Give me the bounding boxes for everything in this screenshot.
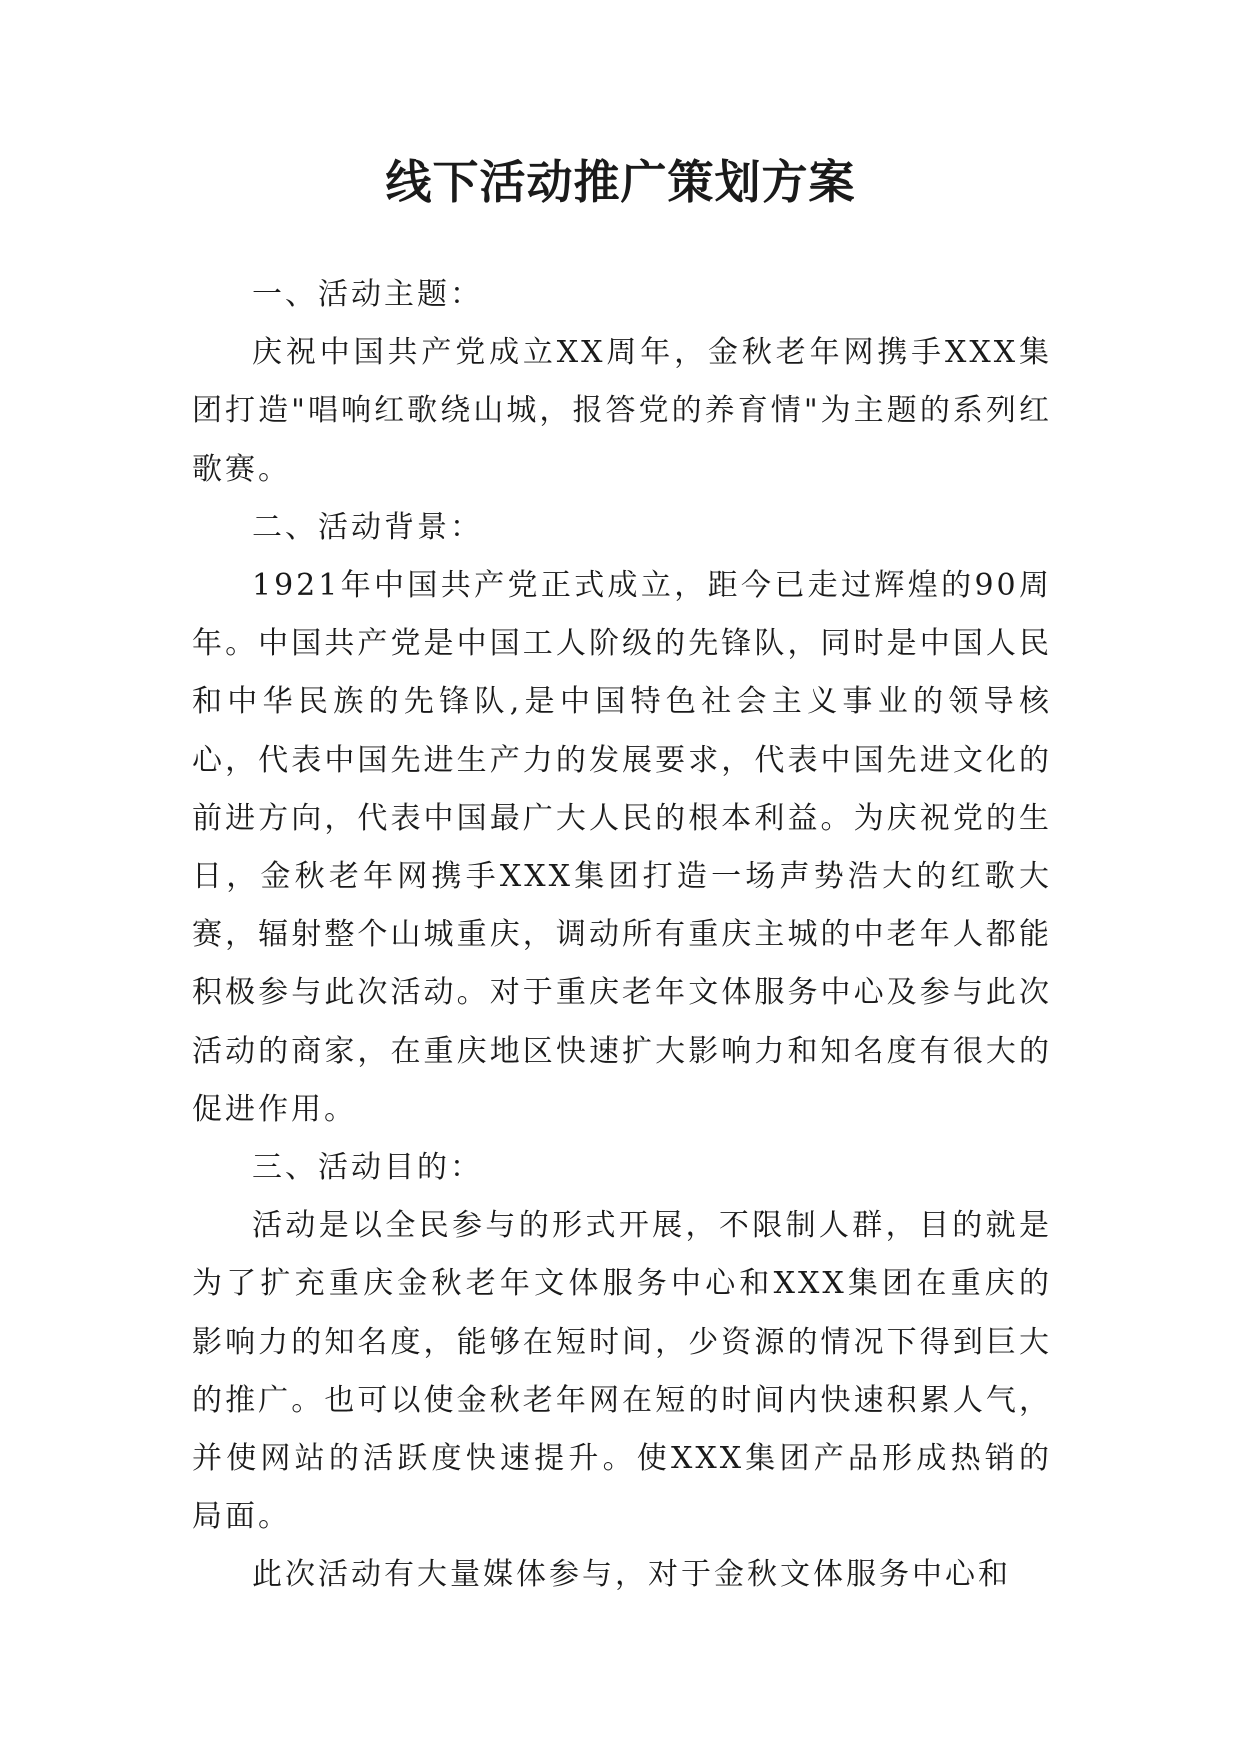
section-heading-purpose: 三、活动目的：	[252, 1150, 483, 1186]
document-title: 线下活动推广策划方案	[385, 155, 856, 209]
paragraph-media: 此次活动有大量媒体参与，对于金秋文体服务中心和	[252, 1557, 1011, 1593]
document-body	[192, 266, 1052, 1605]
section-heading-background: 二、活动背景：	[252, 509, 483, 545]
paragraph-theme: 庆祝中国共产党成立XX周年，金秋老年网携手XXX集团打造"唱响红歌绕山城，报答党的养育情"为主题的系列红歌赛。	[192, 335, 1052, 487]
paragraph-background: 1921年中国共产党正式成立，距今已走过辉煌的90周年。中国共产党是中国工人阶级的先锋队，同时是中国人民和中华民族的先锋队,是中国特色社会主义事业的领导核心，代表中国先进生产力的发展要求，代表中国先进文化的前进方向，代表中国最广大人民的根本利益。为庆祝党的生日，金秋老年网携手XXX集团打造一场声势浩大的红歌大赛，辐射整个山城重庆，调动所有重庆主城的中老年人都能积极参与此次活动。对于重庆老年文体服务中心及参与此次活动的商家，在重庆地区快速扩大影响力和知名度有很大的促进作用。	[192, 568, 1052, 1127]
paragraph-purpose: 活动是以全民参与的形式开展，不限制人群，目的就是为了扩充重庆金秋老年文体服务中心和XXX集团在重庆的影响力的知名度，能够在短时间，少资源的情况下得到巨大的推广。也可以使金秋老年网在短的时间内快速积累人气，并使网站的活跃度快速提升。使XXX集团产品形成热销的局面。	[192, 1208, 1052, 1535]
section-heading-theme: 一、活动主题：	[252, 277, 483, 312]
